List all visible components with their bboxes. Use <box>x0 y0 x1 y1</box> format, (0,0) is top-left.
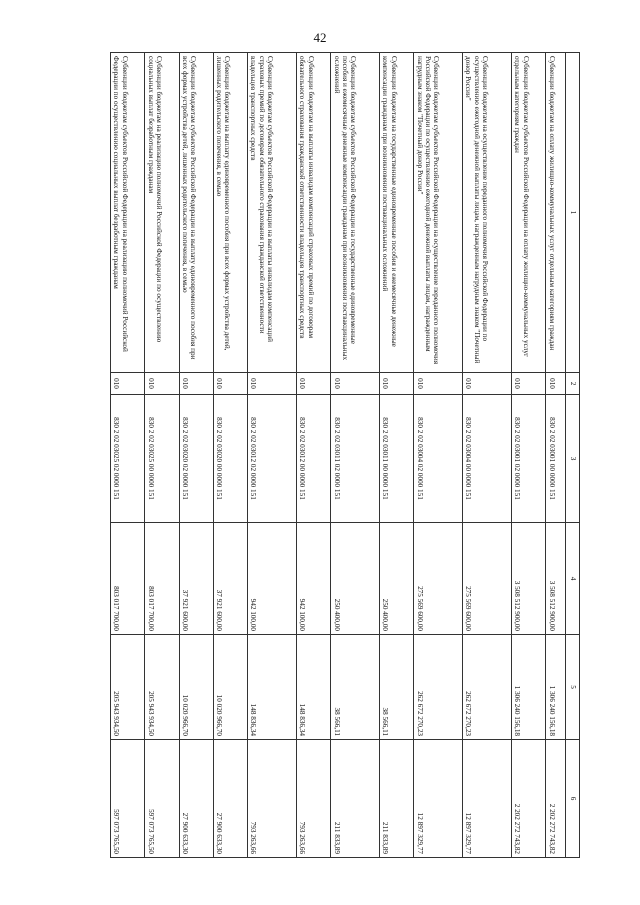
row-executed-cell: 10 020 966,70 <box>179 635 213 740</box>
row-budget-code-cell: 830 2 02 03025 00 0000 151 <box>145 395 179 523</box>
row-approved-cell: 275 569 600,00 <box>414 523 463 635</box>
table-row <box>297 53 331 858</box>
row-executed-cell: 262 672 270,23 <box>463 635 512 740</box>
row-remaining-cell: 211 833,89 <box>380 740 414 858</box>
row-executed-cell: 38 566,11 <box>331 635 380 740</box>
row-budget-code-cell: 830 2 02 03012 02 0000 151 <box>248 395 297 523</box>
row-remaining-cell: 793 263,66 <box>248 740 297 858</box>
column-header-1: 1 <box>566 53 580 373</box>
row-line-code-cell: 010 <box>331 373 380 395</box>
column-header-5: 5 <box>566 635 580 740</box>
table-row <box>380 53 414 858</box>
row-budget-code-cell: 830 2 02 03001 00 0000 151 <box>546 395 566 523</box>
row-name-cell: Субвенции бюджетам на государственные единовременные пособия и ежемесячные денежные компенсации гражданам при возникновении поствакцинальных осложнений <box>380 53 414 373</box>
row-line-code-cell: 010 <box>111 373 145 395</box>
table-row <box>463 53 512 858</box>
row-name-cell: Субвенции бюджетам субъектов Российской Федерации на выплаты инвалидам компенсаций страховых премий по договорам обязательного страхования гражданской ответственности владельцев транспортных средств <box>248 53 297 373</box>
row-executed-cell: 205 943 934,50 <box>145 635 179 740</box>
row-line-code-cell: 010 <box>297 373 331 395</box>
row-remaining-cell: 597 073 765,50 <box>145 740 179 858</box>
table-row <box>179 53 213 858</box>
row-remaining-cell: 27 900 633,30 <box>213 740 247 858</box>
row-budget-code-cell: 830 2 02 03020 02 0000 151 <box>179 395 213 523</box>
row-budget-code-cell: 830 2 02 03020 00 0000 151 <box>213 395 247 523</box>
column-header-2: 2 <box>566 373 580 395</box>
row-budget-code-cell: 830 2 02 03011 02 0000 151 <box>331 395 380 523</box>
row-executed-cell: 1 306 240 156,18 <box>511 635 545 740</box>
row-remaining-cell: 2 202 272 743,82 <box>511 740 545 858</box>
row-line-code-cell: 010 <box>463 373 512 395</box>
row-approved-cell: 3 508 512 900,00 <box>511 523 545 635</box>
row-executed-cell: 148 836,34 <box>248 635 297 740</box>
row-remaining-cell: 12 897 329,77 <box>414 740 463 858</box>
row-name-cell: Субвенции бюджетам на выплаты инвалидам компенсаций страховых премий по договорам обязательного страхования гражданской ответственности владельцев транспортных средств <box>297 53 331 373</box>
table-row <box>331 53 380 858</box>
row-approved-cell: 942 100,00 <box>297 523 331 635</box>
row-remaining-cell: 2 202 272 743,82 <box>546 740 566 858</box>
table-row <box>511 53 545 858</box>
page-number: 42 <box>313 30 327 45</box>
row-approved-cell: 803 017 700,00 <box>145 523 179 635</box>
row-name-cell: Субвенции бюджетам субъектов Российской Федерации на оплату жилищно-коммунальных услуг отдельным категориям граждан <box>511 53 545 373</box>
row-budget-code-cell: 830 2 02 03011 00 0000 151 <box>380 395 414 523</box>
column-header-4: 4 <box>566 523 580 635</box>
table-row <box>111 53 145 858</box>
row-remaining-cell: 793 263,66 <box>297 740 331 858</box>
row-executed-cell: 10 020 966,70 <box>213 635 247 740</box>
row-approved-cell: 250 400,00 <box>380 523 414 635</box>
row-executed-cell: 262 672 270,23 <box>414 635 463 740</box>
row-budget-code-cell: 830 2 02 03004 02 0000 151 <box>414 395 463 523</box>
row-executed-cell: 38 566,11 <box>380 635 414 740</box>
row-line-code-cell: 010 <box>145 373 179 395</box>
row-name-cell: Субвенции бюджетам субъектов Российской Федерации на выплату единовременного пособия при всех формах устройства детей, лишенных родительского попечения, в семью <box>179 53 213 373</box>
row-budget-code-cell: 830 2 02 03012 00 0000 151 <box>297 395 331 523</box>
row-remaining-cell: 12 897 329,77 <box>463 740 512 858</box>
row-name-cell: Субвенции бюджетам на оплату жилищно-коммунальных услуг отдельным категориям граждан <box>546 53 566 373</box>
row-remaining-cell: 597 073 765,50 <box>111 740 145 858</box>
column-header-6: 6 <box>566 740 580 858</box>
row-budget-code-cell: 830 2 02 03004 00 0000 151 <box>463 395 512 523</box>
row-line-code-cell: 010 <box>511 373 545 395</box>
row-approved-cell: 942 100,00 <box>248 523 297 635</box>
table-header-row <box>566 53 580 858</box>
row-line-code-cell: 010 <box>380 373 414 395</box>
row-remaining-cell: 211 833,89 <box>331 740 380 858</box>
table-row <box>248 53 297 858</box>
column-header-3: 3 <box>566 395 580 523</box>
budget-table <box>110 52 580 858</box>
row-line-code-cell: 010 <box>546 373 566 395</box>
row-line-code-cell: 010 <box>248 373 297 395</box>
row-executed-cell: 148 836,34 <box>297 635 331 740</box>
row-approved-cell: 37 921 600,00 <box>179 523 213 635</box>
row-approved-cell: 37 921 600,00 <box>213 523 247 635</box>
row-name-cell: Субвенции бюджетам субъектов Российской Федерации на реализацию полномочий Российской Федерации по осуществлению социальных выплат безработным гражданам <box>111 53 145 373</box>
row-approved-cell: 3 508 512 900,00 <box>546 523 566 635</box>
row-approved-cell: 803 017 700,00 <box>111 523 145 635</box>
row-budget-code-cell: 830 2 02 03001 02 0000 151 <box>511 395 545 523</box>
row-line-code-cell: 010 <box>179 373 213 395</box>
row-remaining-cell: 27 900 633,30 <box>179 740 213 858</box>
row-name-cell: Субвенции бюджетам субъектов Российской Федерации на осуществление переданного полномочия Российской Федерации по осуществлению ежегодной денежной выплаты лицам, награжденным нагрудным знаком "Почетный донор России" <box>414 53 463 373</box>
table-row <box>414 53 463 858</box>
table-row <box>145 53 179 858</box>
row-line-code-cell: 010 <box>213 373 247 395</box>
row-name-cell: Субвенции бюджетам на осуществление переданного полномочия Российской Федерации по осуществлению ежегодной денежной выплаты лицам, награжденным нагрудным знаком "Почетный донор России" <box>463 53 512 373</box>
table-row <box>213 53 247 858</box>
row-approved-cell: 275 569 600,00 <box>463 523 512 635</box>
row-name-cell: Субвенции бюджетам на реализацию полномочий Российской Федерации по осуществлению социальных выплат безработным гражданам <box>145 53 179 373</box>
row-name-cell: Субвенции бюджетам на выплату единовременного пособия при всех формах устройства детей, лишенных родительского попечения, в семью <box>213 53 247 373</box>
row-name-cell: Субвенции бюджетам субъектов Российской Федерации на государственные единовременные пособия и ежемесячные денежные компенсации гражданам при возникновении поствакцинальных осложнений <box>331 53 380 373</box>
row-budget-code-cell: 830 2 02 03025 02 0000 151 <box>111 395 145 523</box>
table-row <box>546 53 566 858</box>
row-line-code-cell: 010 <box>414 373 463 395</box>
row-executed-cell: 205 943 934,50 <box>111 635 145 740</box>
row-approved-cell: 250 400,00 <box>331 523 380 635</box>
row-executed-cell: 1 306 240 156,18 <box>546 635 566 740</box>
rotated-table-wrapper <box>110 52 580 857</box>
